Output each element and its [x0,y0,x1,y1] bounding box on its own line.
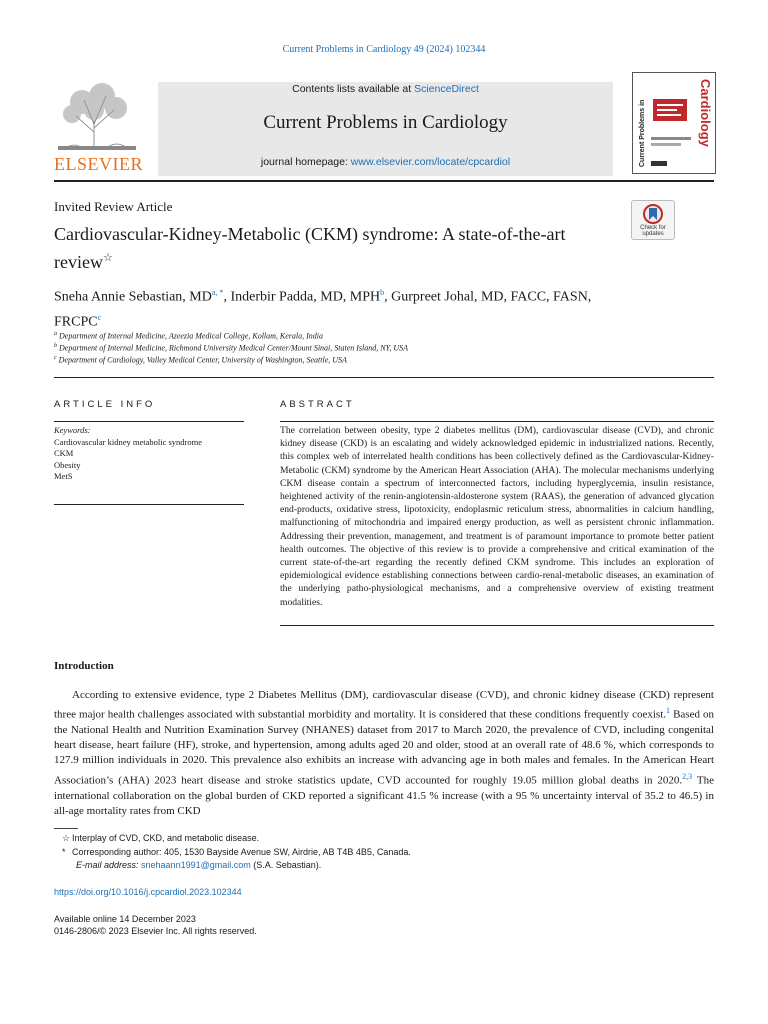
abstract-heading: ABSTRACT [280,399,355,410]
affiliation-sup: a [54,331,57,337]
affiliation-text: Department of Internal Medicine, Azeezia Medical College, Kollam, Kerala, India [59,331,324,341]
introduction-heading: Introduction [54,660,114,672]
contents-prefix: Contents lists available at [292,83,415,95]
introduction-paragraph [54,688,714,819]
author-name[interactable]: Sneha Annie Sebastian, MD [54,289,212,305]
check-for-updates-label: Check for updates [640,225,666,237]
affiliation-sup: b [54,343,57,349]
email-link[interactable]: snehaann1991@gmail.com [141,860,251,870]
footnote-text: Interplay of CVD, CKD, and metabolic disease. [72,833,260,843]
keyword: Obesity [54,459,81,470]
footnote [62,847,411,857]
abstract-bottom-rule [280,625,714,626]
affiliation [54,331,323,341]
doi-link[interactable]: https://doi.org/10.1016/j.cpcardiol.2023.102344 [54,887,242,897]
journal-cover[interactable] [632,72,716,174]
cover-text-line [651,137,691,140]
footnote [62,833,259,844]
affiliation-text: Department of Internal Medicine, Richmond University Medical Center/Mount Sinai, Staten Island, NY, USA [59,343,408,353]
keyword: Cardiovascular kidney metabolic syndrome [54,436,202,447]
email-suffix: (S.A. Sebastian). [250,860,322,870]
author-name[interactable]: , Inderbir Padda, MD, MPH [223,289,381,305]
bookmark-icon [643,204,663,226]
keywords-label: Keywords: [54,425,91,435]
author-list [54,283,614,332]
affiliation-sup: c [54,355,57,361]
intro-text-part: The international collaboration on the global burden of CKD reported a significant 41.5 % increase (with a 95 % uncertainty interval of 35.2 to 46.5) in all-age mortality rates from CKD [54,774,715,817]
article-title-text: Cardiovascular-Kidney-Metabolic (CKM) syndrome: A state-of-the-art review [54,224,566,272]
sciencedirect-link[interactable]: ScienceDirect [414,83,479,95]
contents-line [158,82,613,95]
copyright: 0146-2806/© 2023 Elsevier Inc. All rights reserved. [54,926,257,936]
publisher-wordmark: ELSEVIER [54,154,143,174]
cover-text-line [651,143,681,146]
keyword: CKM [54,448,74,459]
article-title [54,222,574,274]
author-sup[interactable]: c [97,312,102,322]
author-sup[interactable]: a, * [211,288,224,297]
homepage-line [158,156,613,168]
cover-spine-text [636,75,646,169]
footnote-rule [54,828,78,829]
cover-publisher-mark [651,161,667,166]
homepage-prefix: journal homepage: [260,156,351,168]
homepage-link[interactable]: www.elsevier.com/locate/cpcardiol [350,156,511,168]
affiliation [54,355,347,365]
reference-link[interactable]: 2,3 [682,771,693,781]
author-sup[interactable]: b [380,288,385,297]
abstract-rule [280,421,714,422]
svg-text:Current Problems in: Current Problems in [639,99,646,167]
abstract-text: The correlation between obesity, type 2 diabetes mellitus (DM), cardiovascular disease (CVD), and chronic kidney disease (CKD) is an escalating and widely acknowledged epidemic in industrialized nations. Recently, this complex web of interrelated health conditions has been collectively defined as the Cardiovascular-Kidney-Metabolic (CKM) syndrome by the American Heart Association (AHA). The molecular mechanisms underlying CKM disease contain a spectrum of interconnected factors, including hyperglycemia, insulin resistance, heightened activity of the renin-angiotensin-aldosterone system (RAAS), the generation of advanced glycation end-products, oxidative stress, lipotoxicity, endoplasmic reticulum stress, abnormalities in calcium handling, malfunctioning of mitochondria and impaired energy production, as well as persistent chronic inflammation. Addressing their prevention, management, and treatment is of paramount importance to promote better patient health outcomes. The objective of this review is to provide a comprehensive and critical examination of the current state-of-the-art regarding the recently defined CKM syndrome. This includes an exploration of epidemiological evidence establishing connections between cardio-renal-metabolic diseases, an examination of the underlying patho-physiological mechanisms, and a comprehensive overview of existing treatment modalities. [280,425,714,608]
footnote-text: Corresponding author: 405, 1530 Bayside Avenue SW, Airdrie, AB T4B 4B5, Canada. [72,847,411,857]
title-footnote-mark[interactable]: ☆ [102,252,113,264]
footnote-mark: ☆ [62,833,71,843]
journal-title[interactable]: Current Problems in Cardiology [263,112,508,133]
available-online: Available online 14 December 2023 [54,914,196,924]
affiliation [54,343,408,353]
journal-banner [158,82,613,176]
header-rule [54,180,714,182]
keyword: MetS [54,471,73,482]
journal-citation[interactable]: Current Problems in Cardiology 49 (2024) 102344 [282,44,486,55]
article-info-bottom-rule [54,504,244,505]
intro-text-part: Based on the National Health and Nutrition Examination Survey (NHANES) dataset from 2017 to March 2020, the prevalence of CVD, including congenital heart disease, heart failure (HF), stroke, and hypertension, among adults aged 20 and older, stood at an overall rate of 48.6 %, which corresponds to 127.9 million individuals in 2020. This prevalence also exhibits an increase with advancing age in both males and females. In the American Heart Association’s (AHA) 2023 heart disease and stroke statistics update, CVD accounted for roughly 19.05 million global deaths in 2020. [54,708,715,787]
svg-text:Cardiology: Cardiology [698,79,713,147]
section-rule [54,377,714,378]
footnote-mark: * [62,847,66,857]
article-info-heading: ARTICLE INFO [54,399,156,410]
email-line [76,860,321,870]
article-type: Invited Review Article [54,199,173,214]
affiliation-text: Department of Cardiology, Valley Medical Center, University of Washington, Seattle, USA [58,355,347,365]
cover-title-art [651,77,713,147]
check-for-updates-button[interactable] [631,200,675,240]
intro-text-part: According to extensive evidence, type 2 Diabetes Mellitus (DM), cardiovascular disease (CVD), and chronic kidney disease (CKD) represent three major health challenges associated with substantial morbidity and mortality. It is considered that these conditions frequently coexist. [54,689,714,721]
author-name[interactable]: , Gurpreet Johal, MD, FACC, FASN, FRCPC [54,289,592,330]
reference-link[interactable]: 1 [666,706,671,716]
email-label: E-mail address: [76,860,142,870]
article-info-rule [54,421,244,422]
keywords-block [54,425,202,483]
